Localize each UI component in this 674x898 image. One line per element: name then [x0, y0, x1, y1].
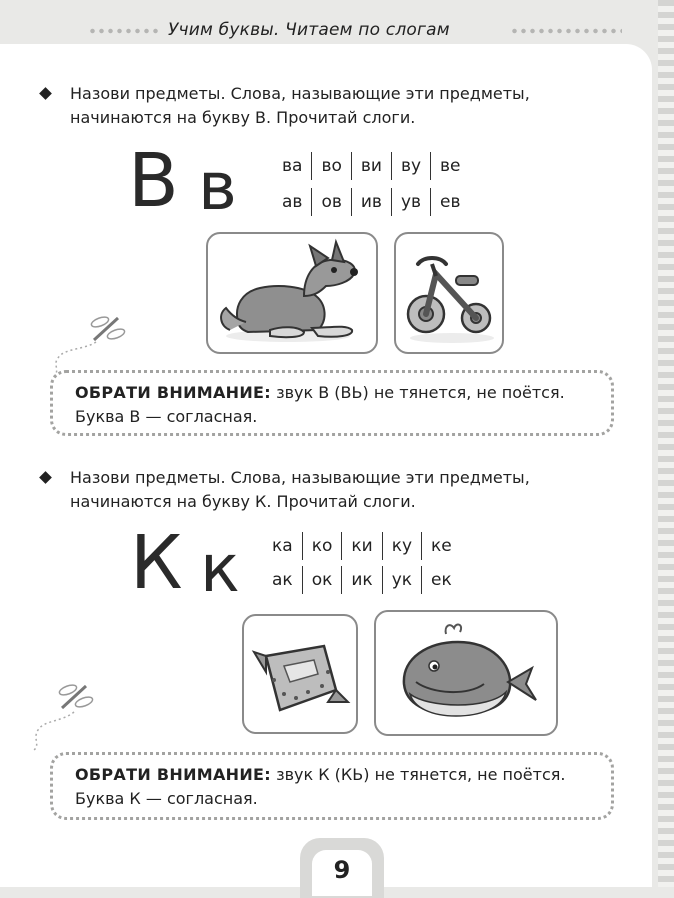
syllable: ак — [272, 570, 293, 590]
attention-text: звук В (ВЬ) не тянется, не поётся. Буква В — согласная. — [75, 383, 565, 426]
syllable: ки — [341, 532, 381, 560]
syllable-row-bottom-v — [282, 188, 470, 216]
picture-whale — [374, 610, 558, 736]
task-instruction-v: Назови предметы. Слова, называющие эти предметы, начинаются на букву В. Прочитай слоги. — [44, 82, 600, 130]
syllable: ев — [430, 188, 469, 216]
big-letter-upper-k: К — [130, 520, 183, 606]
whale-icon — [376, 612, 556, 734]
syllable-row-bottom-k — [272, 566, 461, 594]
syllable: ве — [430, 152, 469, 180]
header-title: Учим буквы. Читаем по слогам — [168, 20, 450, 40]
syllable: во — [311, 152, 350, 180]
syllable: ва — [282, 156, 303, 176]
syllable: ув — [391, 188, 430, 216]
big-letter-lower-v: в — [198, 148, 237, 225]
page-number: 9 — [312, 850, 372, 896]
picture-wolf — [206, 232, 378, 354]
attention-note-k — [50, 752, 614, 820]
syllable: ву — [391, 152, 430, 180]
syllable: ок — [302, 566, 342, 594]
big-letter-lower-k: к — [200, 530, 240, 607]
syllable-row-top-v — [282, 152, 470, 180]
syllable: ке — [421, 532, 461, 560]
page-edge-stripe — [658, 0, 674, 887]
syllable: ви — [351, 152, 391, 180]
syllable: ка — [272, 536, 293, 556]
syllable: ав — [282, 192, 303, 212]
syllable: ку — [382, 532, 421, 560]
wolf-icon — [208, 234, 376, 352]
picture-tricycle — [394, 232, 504, 354]
big-letter-upper-v: В — [128, 138, 179, 224]
header-dots-left — [88, 28, 160, 34]
dragonfly-trail-icon — [26, 710, 86, 754]
syllable: ко — [302, 532, 342, 560]
picture-candy — [242, 614, 358, 734]
syllable: ук — [382, 566, 421, 594]
attention-label: ОБРАТИ ВНИМАНИЕ: — [75, 383, 271, 402]
page-header — [0, 14, 660, 44]
header-dots-right — [510, 28, 622, 34]
syllable: ов — [311, 188, 350, 216]
dragonfly-icon — [56, 680, 96, 712]
tricycle-icon — [396, 234, 502, 352]
task-instruction-k: Назови предметы. Слова, называющие эти предметы, начинаются на букву К. Прочитай слоги. — [44, 466, 600, 514]
syllable-row-top-k — [272, 532, 461, 560]
attention-label: ОБРАТИ ВНИМАНИЕ: — [75, 765, 271, 784]
attention-note-v — [50, 370, 614, 436]
syllable: ик — [341, 566, 381, 594]
candy-icon — [244, 616, 356, 732]
syllable: ек — [421, 566, 461, 594]
attention-text: звук К (КЬ) не тянется, не поётся. Буква К — согласная. — [75, 765, 566, 808]
syllable: ив — [351, 188, 391, 216]
